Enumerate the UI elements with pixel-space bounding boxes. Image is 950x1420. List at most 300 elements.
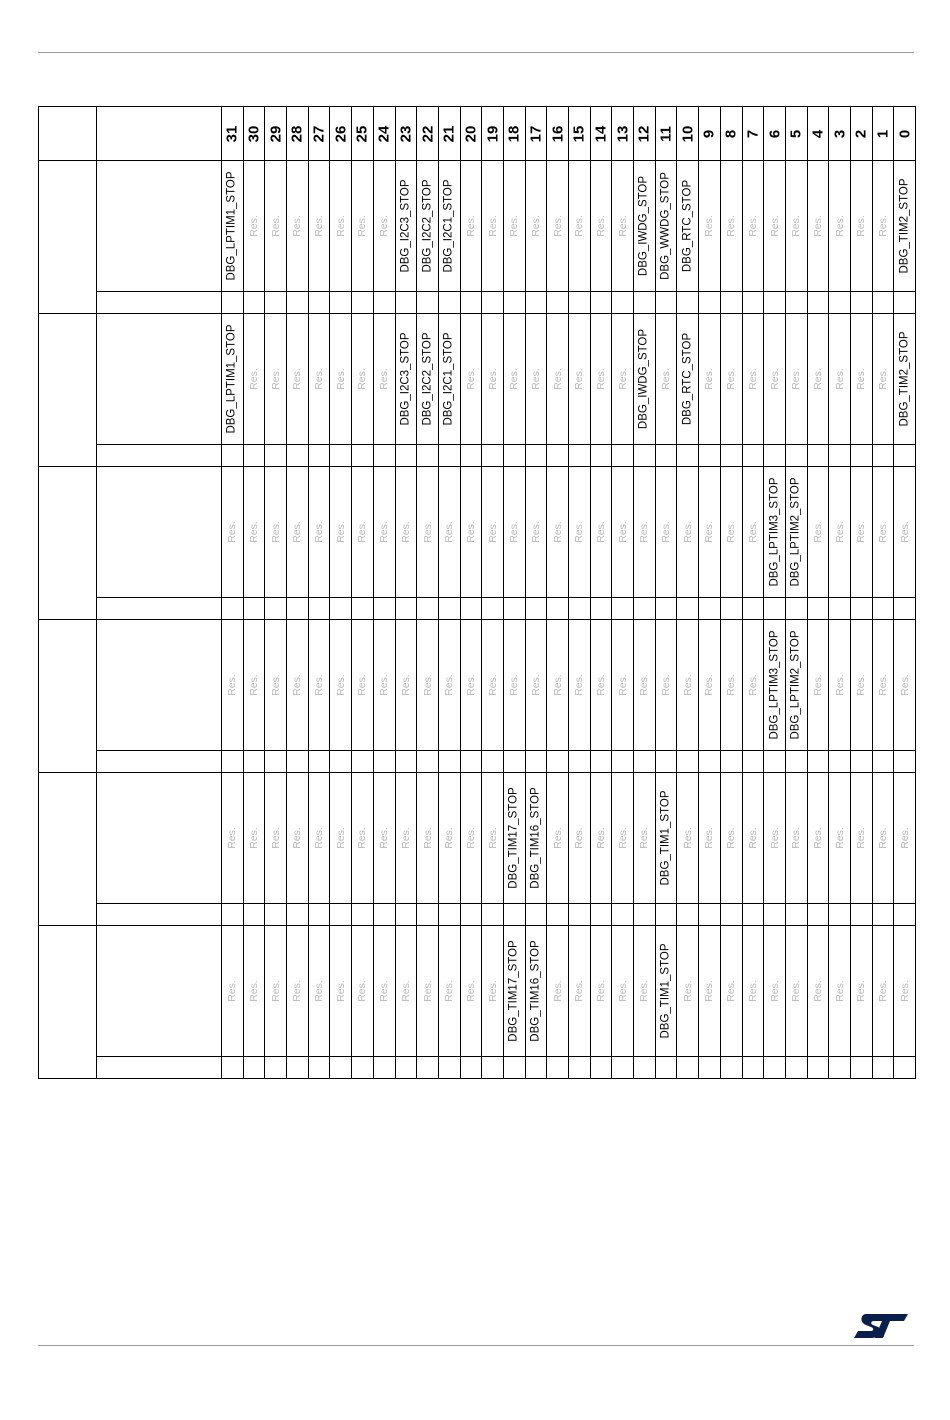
- reserved-label: Res.: [399, 521, 412, 543]
- reset-value-cell: [222, 445, 244, 467]
- reserved-bit-cell: [287, 161, 309, 292]
- reserved-bit-cell: [872, 161, 894, 292]
- reserved-label: Res.: [616, 215, 629, 237]
- reserved-label: Res.: [724, 215, 737, 237]
- reserved-label: Res.: [291, 674, 304, 696]
- reserved-label: Res.: [464, 215, 477, 237]
- reserved-label: Res.: [768, 215, 781, 237]
- reserved-bit-cell: [265, 161, 287, 292]
- reset-value-cell: [503, 445, 525, 467]
- reserved-label: Res.: [855, 215, 868, 237]
- reserved-label: Res.: [789, 215, 802, 237]
- reserved-label: Res.: [659, 674, 672, 696]
- reset-value-cell: [503, 904, 525, 926]
- field-name: DBG_LPTIM1_STOP: [225, 171, 238, 281]
- reserved-label: Res.: [594, 368, 607, 390]
- reserved-label: Res.: [399, 980, 412, 1002]
- reset-value-cell: [417, 445, 439, 467]
- field-name: DBG_TIM17_STOP: [507, 787, 520, 889]
- reserved-bit-cell: [525, 467, 547, 598]
- reserved-bit-cell: [807, 620, 829, 751]
- reset-value-cell: [482, 751, 504, 773]
- reset-value-cell: [677, 751, 699, 773]
- reserved-label: Res.: [681, 980, 694, 1002]
- reset-value-cell: [634, 751, 656, 773]
- field-name: DBG_TIM16_STOP: [529, 940, 542, 1042]
- field-name: DBG_RTC_STOP: [681, 179, 694, 273]
- reserved-bit-cell: [417, 926, 439, 1057]
- reserved-bit-cell: [373, 773, 395, 904]
- bit-number-cell: [742, 107, 764, 161]
- reset-value-cell: [395, 904, 417, 926]
- bit-number: 11: [657, 125, 675, 142]
- field-bit-cell: [655, 161, 677, 292]
- reserved-bit-cell: [243, 314, 265, 445]
- bit-number: 22: [419, 125, 437, 142]
- field-bit-cell: [655, 926, 677, 1057]
- field-name: DBG_I2C1_STOP: [442, 332, 455, 426]
- reset-value-cell: [872, 445, 894, 467]
- bit-number-cell: [438, 107, 460, 161]
- reset-value-cell: [547, 1057, 569, 1079]
- reset-value-cell: [569, 598, 591, 620]
- bit-number-cell: [699, 107, 721, 161]
- field-name: DBG_LPTIM2_STOP: [789, 630, 802, 740]
- bit-number: 16: [549, 125, 567, 142]
- reset-value-cell: [612, 445, 634, 467]
- reserved-bit-cell: [699, 773, 721, 904]
- reserved-label: Res.: [377, 674, 390, 696]
- offset-cell: [39, 926, 97, 1079]
- bit-number-cell: [829, 107, 851, 161]
- bit-number: 15: [570, 125, 588, 142]
- reserved-bit-cell: [785, 314, 807, 445]
- reset-value-cell: [265, 445, 287, 467]
- reserved-bit-cell: [655, 620, 677, 751]
- reserved-label: Res.: [659, 368, 672, 390]
- reserved-label: Res.: [833, 674, 846, 696]
- reserved-label: Res.: [573, 215, 586, 237]
- reserved-label: Res.: [508, 368, 521, 390]
- reserved-bit-cell: [829, 773, 851, 904]
- reserved-bit-cell: [308, 926, 330, 1057]
- reset-value-cell: [785, 598, 807, 620]
- reserved-label: Res.: [833, 980, 846, 1002]
- reserved-label: Res.: [659, 521, 672, 543]
- reserved-bit-cell: [222, 620, 244, 751]
- reset-value-cell: [807, 445, 829, 467]
- reset-value-cell: [352, 598, 374, 620]
- reserved-label: Res.: [876, 980, 889, 1002]
- reserved-bit-cell: [807, 467, 829, 598]
- reserved-bit-cell: [373, 314, 395, 445]
- reserved-label: Res.: [551, 215, 564, 237]
- reset-value-cell: [850, 904, 872, 926]
- reserved-bit-cell: [287, 773, 309, 904]
- bit-number: 26: [332, 125, 350, 142]
- reserved-bit-cell: [352, 467, 374, 598]
- reserved-label: Res.: [833, 827, 846, 849]
- reset-value-cell: [308, 751, 330, 773]
- reserved-bit-cell: [894, 467, 916, 598]
- reserved-label: Res.: [724, 368, 737, 390]
- reset-value-cell: [373, 1057, 395, 1079]
- bit-number-cell: [525, 107, 547, 161]
- reset-value-cell: [655, 751, 677, 773]
- reset-value-cell: [785, 292, 807, 314]
- reserved-bit-cell: [612, 467, 634, 598]
- reset-value-cell: [330, 598, 352, 620]
- reset-value-cell: [590, 292, 612, 314]
- reset-value-cell: [482, 1057, 504, 1079]
- reserved-label: Res.: [486, 674, 499, 696]
- reserved-label: Res.: [768, 827, 781, 849]
- reserved-label: Res.: [356, 827, 369, 849]
- reset-value-cell: [720, 751, 742, 773]
- reserved-bit-cell: [373, 926, 395, 1057]
- reset-value-cell: [590, 1057, 612, 1079]
- reserved-bit-cell: [525, 314, 547, 445]
- reset-value-cell: [677, 292, 699, 314]
- reset-value-cell: [612, 598, 634, 620]
- reserved-label: Res.: [876, 521, 889, 543]
- reset-value-cell: [850, 1057, 872, 1079]
- reserved-label: Res.: [746, 521, 759, 543]
- reserved-bit-cell: [308, 161, 330, 292]
- reserved-bit-cell: [590, 161, 612, 292]
- reserved-bit-cell: [352, 926, 374, 1057]
- reserved-label: Res.: [681, 521, 694, 543]
- bit-number: 0: [896, 129, 914, 138]
- reserved-bit-cell: [829, 314, 851, 445]
- reserved-label: Res.: [247, 674, 260, 696]
- reset-value-cell: [395, 292, 417, 314]
- reset-value-cell: [460, 904, 482, 926]
- reset-value-cell: [547, 751, 569, 773]
- reserved-bit-cell: [308, 773, 330, 904]
- reserved-label: Res.: [529, 368, 542, 390]
- reserved-label: Res.: [312, 980, 325, 1002]
- reserved-label: Res.: [529, 521, 542, 543]
- reserved-bit-cell: [287, 314, 309, 445]
- reserved-bit-cell: [287, 620, 309, 751]
- reset-value-cell: [829, 445, 851, 467]
- reserved-bit-cell: [222, 926, 244, 1057]
- reserved-label: Res.: [551, 521, 564, 543]
- bit-number: 30: [245, 125, 263, 142]
- reset-value-cell: [720, 292, 742, 314]
- field-name: DBG_RTC_STOP: [681, 332, 694, 426]
- reset-value-row: [39, 292, 916, 314]
- bit-number: 24: [375, 125, 393, 142]
- reset-value-cell: [720, 904, 742, 926]
- register-field-row: [39, 467, 916, 598]
- reserved-bit-cell: [243, 926, 265, 1057]
- field-bit-cell: [417, 314, 439, 445]
- reset-value-cell: [287, 598, 309, 620]
- reserved-label: Res.: [269, 215, 282, 237]
- reset-value-cell: [807, 598, 829, 620]
- reset-value-cell: [308, 598, 330, 620]
- reserved-bit-cell: [894, 773, 916, 904]
- reset-value-cell: [243, 751, 265, 773]
- bit-number-cell: [265, 107, 287, 161]
- reset-value-cell: [503, 598, 525, 620]
- offset-header-cell: [39, 107, 97, 161]
- reserved-label: Res.: [746, 980, 759, 1002]
- field-bit-cell: [525, 926, 547, 1057]
- reserved-label: Res.: [573, 368, 586, 390]
- reserved-bit-cell: [482, 467, 504, 598]
- reserved-bit-cell: [265, 314, 287, 445]
- reserved-bit-cell: [742, 161, 764, 292]
- field-name: DBG_WWDG_STOP: [659, 172, 672, 280]
- reset-value-cell: [308, 445, 330, 467]
- reserved-label: Res.: [811, 674, 824, 696]
- reserved-label: Res.: [247, 980, 260, 1002]
- field-bit-cell: [525, 773, 547, 904]
- field-bit-cell: [503, 773, 525, 904]
- reserved-label: Res.: [855, 368, 868, 390]
- reserved-label: Res.: [551, 827, 564, 849]
- reset-value-cell: [720, 445, 742, 467]
- reserved-bit-cell: [699, 620, 721, 751]
- reset-value-cell: [677, 598, 699, 620]
- field-name: DBG_LPTIM3_STOP: [767, 477, 780, 587]
- reset-value-cell: [525, 904, 547, 926]
- reset-value-cell: [547, 445, 569, 467]
- reserved-label: Res.: [724, 827, 737, 849]
- reserved-label: Res.: [724, 980, 737, 1002]
- reset-label-cell: [97, 445, 222, 467]
- reset-value-cell: [265, 751, 287, 773]
- reserved-bit-cell: [222, 467, 244, 598]
- reserved-label: Res.: [898, 521, 911, 543]
- reserved-label: Res.: [746, 827, 759, 849]
- reset-value-cell: [330, 292, 352, 314]
- reset-value-cell: [742, 751, 764, 773]
- reset-value-cell: [460, 445, 482, 467]
- reserved-bit-cell: [482, 926, 504, 1057]
- reserved-label: Res.: [312, 827, 325, 849]
- reserved-bit-cell: [395, 926, 417, 1057]
- reserved-label: Res.: [616, 368, 629, 390]
- reserved-label: Res.: [442, 674, 455, 696]
- reserved-label: Res.: [421, 674, 434, 696]
- reset-value-cell: [482, 292, 504, 314]
- reserved-label: Res.: [247, 215, 260, 237]
- bit-number: 6: [766, 129, 784, 138]
- reserved-label: Res.: [529, 674, 542, 696]
- reset-value-cell: [872, 904, 894, 926]
- field-bit-cell: [438, 161, 460, 292]
- bit-number-cell: [222, 107, 244, 161]
- reset-value-cell: [807, 904, 829, 926]
- reset-value-cell: [438, 904, 460, 926]
- reset-value-cell: [482, 445, 504, 467]
- reset-value-cell: [547, 598, 569, 620]
- reserved-bit-cell: [482, 773, 504, 904]
- reserved-label: Res.: [876, 674, 889, 696]
- reserved-label: Res.: [291, 215, 304, 237]
- reserved-label: Res.: [291, 368, 304, 390]
- reserved-label: Res.: [334, 980, 347, 1002]
- reserved-label: Res.: [746, 215, 759, 237]
- bit-number-cell: [503, 107, 525, 161]
- reset-value-cell: [807, 1057, 829, 1079]
- reserved-label: Res.: [334, 521, 347, 543]
- reset-value-cell: [525, 598, 547, 620]
- field-name: DBG_I2C1_STOP: [442, 179, 455, 273]
- reserved-bit-cell: [547, 314, 569, 445]
- reset-value-cell: [590, 904, 612, 926]
- reserved-bit-cell: [265, 467, 287, 598]
- reserved-bit-cell: [482, 161, 504, 292]
- reset-value-cell: [438, 598, 460, 620]
- bit-number: 1: [874, 129, 892, 138]
- reserved-label: Res.: [703, 980, 716, 1002]
- reserved-bit-cell: [850, 773, 872, 904]
- reserved-bit-cell: [395, 773, 417, 904]
- reset-value-cell: [699, 292, 721, 314]
- offset-cell: [39, 620, 97, 773]
- reserved-label: Res.: [269, 827, 282, 849]
- reserved-bit-cell: [265, 620, 287, 751]
- reserved-label: Res.: [551, 674, 564, 696]
- reset-value-cell: [308, 1057, 330, 1079]
- reset-value-cell: [438, 292, 460, 314]
- bit-number-row: [39, 107, 916, 161]
- reserved-bit-cell: [677, 467, 699, 598]
- reset-value-cell: [677, 445, 699, 467]
- offset-cell: [39, 467, 97, 620]
- reserved-bit-cell: [829, 620, 851, 751]
- bit-number: 31: [223, 125, 241, 142]
- reserved-label: Res.: [811, 215, 824, 237]
- bit-number-cell: [243, 107, 265, 161]
- reserved-label: Res.: [334, 674, 347, 696]
- bit-number-cell: [373, 107, 395, 161]
- field-name: DBG_I2C3_STOP: [399, 332, 412, 426]
- reserved-label: Res.: [442, 827, 455, 849]
- reset-value-cell: [872, 292, 894, 314]
- field-bit-cell: [417, 161, 439, 292]
- reset-value-cell: [655, 292, 677, 314]
- reserved-bit-cell: [612, 314, 634, 445]
- reserved-bit-cell: [373, 467, 395, 598]
- field-name: DBG_TIM2_STOP: [897, 331, 910, 427]
- bit-number-cell: [894, 107, 916, 161]
- reset-value-cell: [395, 598, 417, 620]
- reset-value-cell: [590, 445, 612, 467]
- field-bit-cell: [677, 161, 699, 292]
- reserved-label: Res.: [789, 980, 802, 1002]
- reserved-bit-cell: [872, 467, 894, 598]
- reserved-label: Res.: [703, 368, 716, 390]
- reserved-label: Res.: [269, 521, 282, 543]
- bit-number: 3: [831, 129, 849, 138]
- reset-value-cell: [222, 904, 244, 926]
- reserved-label: Res.: [833, 368, 846, 390]
- reset-value-cell: [720, 1057, 742, 1079]
- field-bit-cell: [634, 314, 656, 445]
- bit-number-cell: [720, 107, 742, 161]
- reset-value-cell: [720, 598, 742, 620]
- reserved-bit-cell: [460, 161, 482, 292]
- reset-value-cell: [699, 445, 721, 467]
- reset-value-cell: [330, 1057, 352, 1079]
- reset-value-cell: [438, 445, 460, 467]
- reserved-label: Res.: [529, 215, 542, 237]
- reset-value-cell: [503, 292, 525, 314]
- field-name: DBG_LPTIM1_STOP: [225, 324, 238, 434]
- reset-value-cell: [395, 1057, 417, 1079]
- reserved-bit-cell: [417, 773, 439, 904]
- bit-number-cell: [612, 107, 634, 161]
- reserved-bit-cell: [352, 314, 374, 445]
- reserved-label: Res.: [789, 827, 802, 849]
- reserved-bit-cell: [525, 161, 547, 292]
- reset-label-cell: [97, 292, 222, 314]
- reserved-label: Res.: [898, 674, 911, 696]
- reserved-bit-cell: [894, 620, 916, 751]
- reserved-label: Res.: [464, 827, 477, 849]
- reserved-bit-cell: [677, 926, 699, 1057]
- reserved-bit-cell: [438, 773, 460, 904]
- reset-value-cell: [265, 904, 287, 926]
- reserved-bit-cell: [764, 314, 786, 445]
- reset-value-cell: [222, 292, 244, 314]
- reset-value-cell: [872, 751, 894, 773]
- reserved-bit-cell: [742, 773, 764, 904]
- reset-value-cell: [785, 751, 807, 773]
- field-name: DBG_IWDG_STOP: [637, 328, 650, 430]
- reset-value-row: [39, 445, 916, 467]
- reserved-bit-cell: [503, 620, 525, 751]
- reserved-bit-cell: [655, 314, 677, 445]
- reserved-label: Res.: [594, 674, 607, 696]
- reserved-label: Res.: [789, 368, 802, 390]
- reset-value-cell: [373, 445, 395, 467]
- reset-value-cell: [265, 292, 287, 314]
- reserved-bit-cell: [330, 620, 352, 751]
- reserved-bit-cell: [330, 926, 352, 1057]
- reserved-bit-cell: [612, 773, 634, 904]
- reserved-label: Res.: [464, 980, 477, 1002]
- reserved-bit-cell: [720, 161, 742, 292]
- reset-value-cell: [894, 904, 916, 926]
- reserved-bit-cell: [373, 161, 395, 292]
- reserved-bit-cell: [287, 926, 309, 1057]
- reset-value-cell: [764, 904, 786, 926]
- reset-value-cell: [243, 292, 265, 314]
- reserved-bit-cell: [699, 467, 721, 598]
- bit-number: 25: [353, 125, 371, 142]
- reset-value-cell: [612, 292, 634, 314]
- field-bit-cell: [655, 773, 677, 904]
- reserved-bit-cell: [460, 314, 482, 445]
- reset-value-cell: [503, 751, 525, 773]
- reserved-label: Res.: [464, 521, 477, 543]
- reserved-label: Res.: [334, 827, 347, 849]
- reserved-bit-cell: [612, 161, 634, 292]
- reserved-label: Res.: [703, 827, 716, 849]
- register-name-cell: [97, 467, 222, 598]
- reserved-bit-cell: [308, 467, 330, 598]
- bit-number-cell: [872, 107, 894, 161]
- reset-value-cell: [373, 904, 395, 926]
- reserved-bit-cell: [720, 314, 742, 445]
